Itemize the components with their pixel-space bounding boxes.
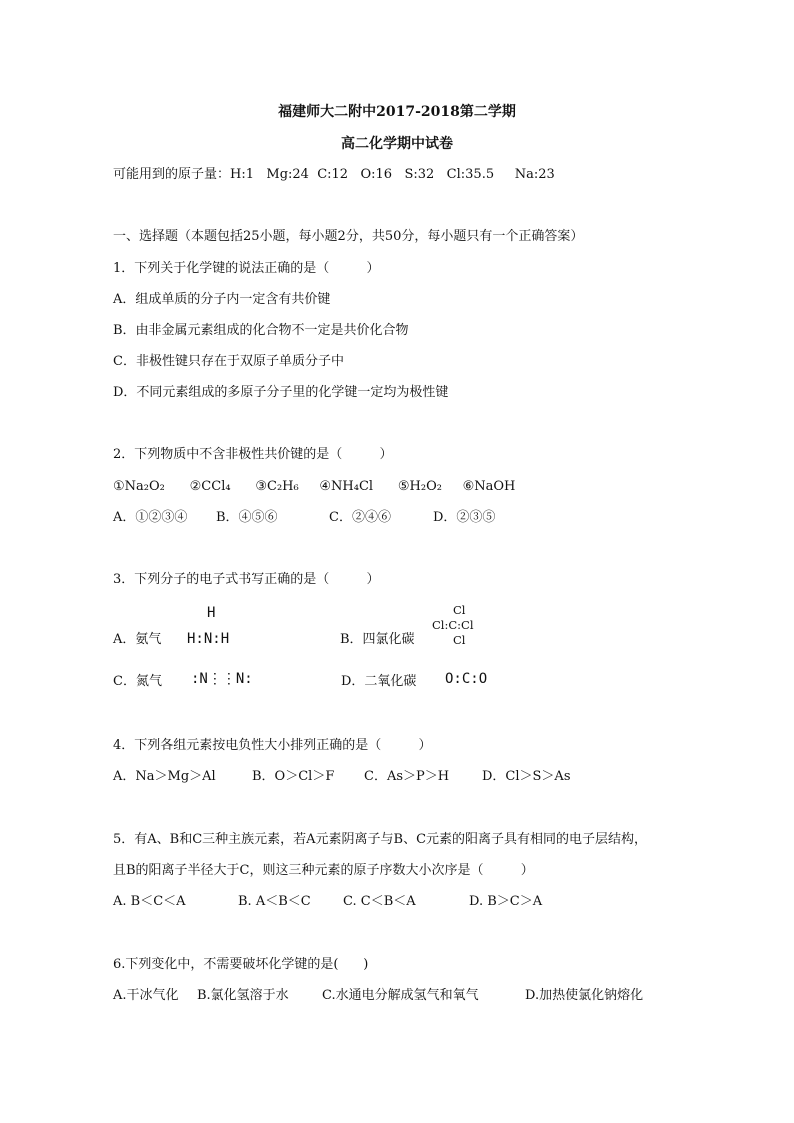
exam-title: 福建师大二附中2017-2018第二学期: [278, 104, 516, 120]
q1-option-d: D．不同元素组成的多原子分子里的化学键一定均为极性键: [113, 385, 449, 400]
q5-stem-line1: 5．有A、B和C三种主族元素，若A元素阴离子与B、C元素的阳离子具有相同的电子层结构，: [113, 832, 648, 847]
q1-stem: 1．下列关于化学键的说法正确的是（ ）: [113, 261, 380, 276]
q3-option-b-label: B．四氯化碳: [340, 632, 415, 647]
q6-option-c: C.水通电分解成氢气和氧气: [322, 988, 479, 1003]
q5-option-b: B. A＜B＜C: [238, 894, 311, 909]
q3-a-formula: H:N:H: [187, 631, 230, 647]
q3-option-d-label: D．二氧化碳: [341, 674, 417, 689]
q1-option-b: B．由非金属元素组成的化合物不一定是共价化合物: [113, 323, 409, 338]
q3-b-cl-top: Cl: [453, 603, 466, 617]
atomic-masses: 可能用到的原子量：H:1 Mg:24 C:12 O:16 S:32 Cl:35.5 Na:23: [113, 167, 555, 182]
q3-option-a-label: A．氨气: [113, 632, 162, 647]
q3-b-middle: Cl:C:Cl: [432, 618, 474, 632]
q6-option-b: B.氯化氢溶于水: [197, 988, 289, 1003]
q4-option-d: D．Cl＞S＞As: [482, 769, 571, 784]
q5-option-a: A. B＜C＜A: [113, 894, 186, 909]
q2-option-b: B．④⑤⑥: [216, 510, 278, 525]
q1-option-a: A．组成单质的分子内一定含有共价键: [113, 292, 331, 307]
section-heading: 一、选择题（本题包括25小题，每小题2分，共50分，每小题只有一个正确答案）: [113, 229, 584, 244]
q3-option-c-label: C．氮气: [113, 674, 162, 689]
q2-option-a: A．①②③④: [113, 510, 188, 525]
q6-option-d: D.加热使氯化钠熔化: [525, 988, 644, 1003]
q4-option-c: C．As＞P＞H: [364, 769, 450, 784]
q2-stem: 2．下列物质中不含非极性共价键的是（ ）: [113, 447, 393, 462]
q2-items: ①Na₂O₂ ②CCl₄ ③C₂H₆ ④NH₄Cl ⑤H₂O₂ ⑥NaOH: [113, 479, 516, 494]
q2-option-c: C．②④⑥: [329, 510, 391, 525]
q3-a-h-top: H: [207, 605, 216, 621]
q5-option-d: D. B＞C＞A: [469, 894, 543, 909]
q5-stem-line2: 且B的阳离子半径大于C，则这三种元素的原子序数大小次序是（ ）: [113, 863, 534, 878]
q4-option-b: B．O＞Cl＞F: [252, 769, 335, 784]
q3-stem: 3．下列分子的电子式书写正确的是（ ）: [113, 572, 380, 587]
q4-option-a: A．Na＞Mg＞Al: [113, 769, 216, 784]
q3-d-formula: O:C:O: [445, 671, 488, 687]
q3-b-cl-bottom: Cl: [453, 633, 466, 647]
q2-option-d: D．②③⑤: [433, 510, 496, 525]
q6-stem: 6.下列变化中，不需要破坏化学键的是( ): [113, 957, 369, 972]
q5-option-c: C. C＜B＜A: [343, 894, 416, 909]
exam-subtitle: 高二化学期中试卷: [341, 136, 453, 152]
q6-option-a: A.干冰气化: [113, 988, 179, 1003]
q1-option-c: C．非极性键只存在于双原子单质分子中: [113, 354, 344, 369]
q3-c-formula: :N⋮⋮N:: [191, 671, 253, 687]
q4-stem: 4．下列各组元素按电负性大小排列正确的是（ ）: [113, 738, 432, 753]
